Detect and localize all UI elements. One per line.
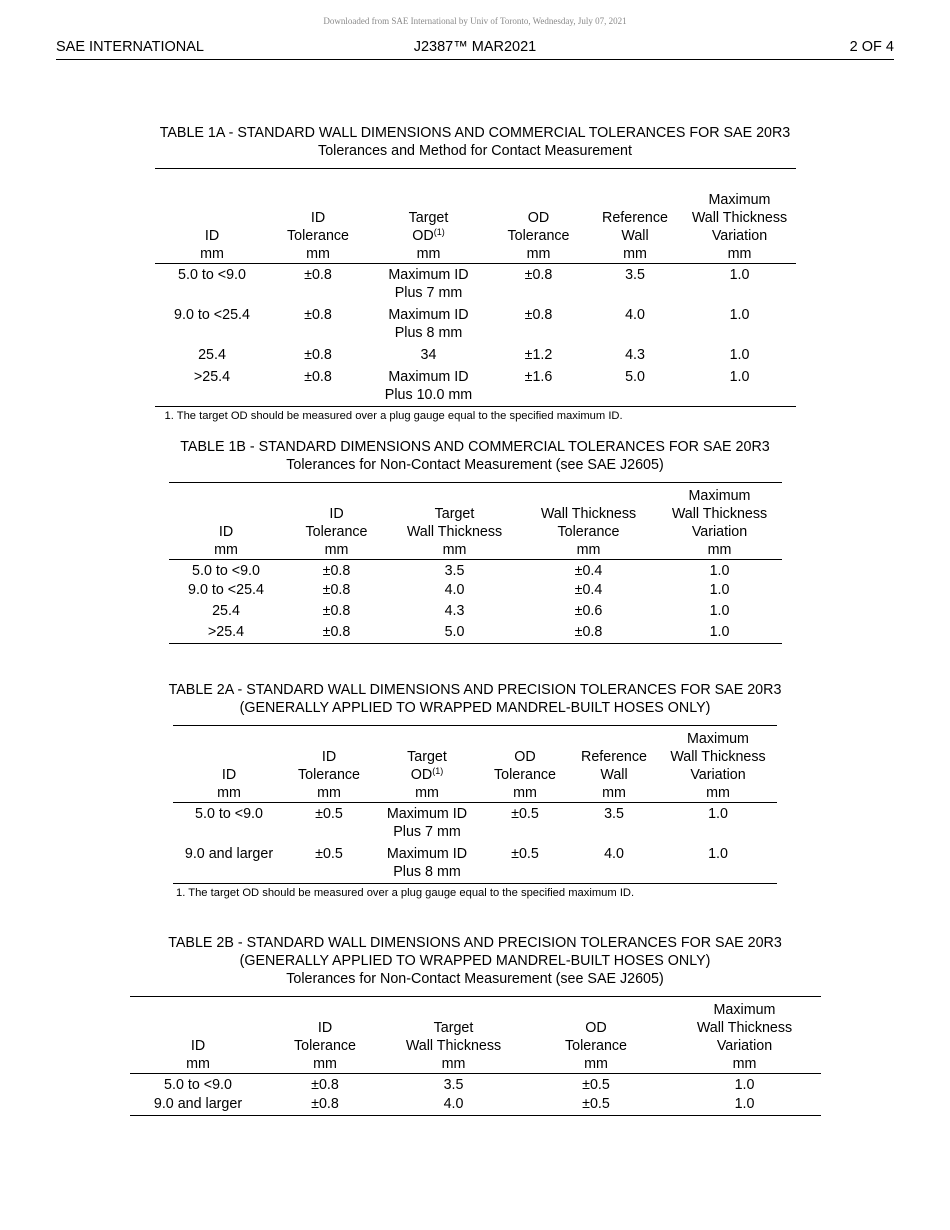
table-1b-subtitle: Tolerances for Non-Contact Measurement (see SAE J2605) <box>286 457 664 473</box>
column-header: ID Tolerance mm <box>305 506 368 558</box>
table-2a-block <box>0 681 950 899</box>
table-2b-block <box>0 934 950 1116</box>
table-2b-subtitle-2: Tolerances for Non-Contact Measurement (see SAE J2605) <box>286 971 664 987</box>
footnote-mark: (1) <box>432 766 444 776</box>
table-row: 25.4 ±0.8 34 ±1.2 4.3 1.0 <box>198 347 750 363</box>
column-header: Target OD$^{(1)}$ mm <box>407 749 447 801</box>
column-header: OD Tolerance mm <box>494 749 556 801</box>
table-1a-note: 1. The target OD should be measured over a plug gauge equal to the specified maximum ID. <box>164 410 623 422</box>
table-row: 5.0 to <9.0 ±0.8 Maximum ID Plus 7 mm ±0.8 3.5 1.0 <box>178 267 750 301</box>
column-header: Target Wall Thickness mm <box>406 506 503 558</box>
table-row: 25.4 ±0.8 4.3 ±0.6 1.0 <box>212 602 730 619</box>
column-header: Target OD$^{(1)}$ mm <box>408 210 449 262</box>
column-header: OD Tolerance mm <box>507 210 570 262</box>
table-2b <box>130 996 821 1116</box>
column-header: ID Tolerance mm <box>287 210 349 262</box>
table-1a-subtitle: Tolerances and Method for Contact Measurement <box>318 143 632 159</box>
column-header: ID mm <box>186 1038 210 1072</box>
table-row: 5.0 to <9.0 ±0.8 3.5 ±0.5 1.0 <box>164 1077 755 1093</box>
table-1a-block <box>0 124 950 422</box>
table-row: 9.0 and larger ±0.8 4.0 ±0.5 1.0 <box>153 1095 755 1112</box>
table-row: 5.0 to <9.0 ±0.5 Maximum ID Plus 7 mm ±0.5 3.5 1.0 <box>195 806 728 840</box>
column-header: Maximum Wall Thickness Variation mm <box>671 488 768 558</box>
table-1b <box>169 482 782 644</box>
table-row: 9.0 to <25.4 ±0.8 4.0 ±0.4 1.0 <box>188 581 730 598</box>
footnote-mark: (1) <box>433 227 445 237</box>
table-1b-title: TABLE 1B - STANDARD DIMENSIONS AND COMMERCIAL TOLERANCES FOR SAE 20R3 <box>180 439 770 455</box>
table-2a-subtitle: (GENERALLY APPLIED TO WRAPPED MANDREL-BUILT HOSES ONLY) <box>239 700 711 716</box>
table-row: 9.0 to <25.4 ±0.8 Maximum ID Plus 8 mm ±0.8 4.0 1.0 <box>174 307 750 341</box>
column-header: Maximum Wall Thickness Variation mm <box>670 731 766 801</box>
table-2b-header <box>130 997 821 1074</box>
column-header: Reference Wall mm <box>581 749 647 801</box>
table-row: >25.4 ±0.8 Maximum ID Plus 10.0 mm ±1.6 5.0 1.0 <box>193 369 750 403</box>
table-2b-title: TABLE 2B - STANDARD WALL DIMENSIONS AND PRECISION TOLERANCES FOR SAE 20R3 <box>168 935 782 951</box>
column-header: ID mm <box>214 524 238 558</box>
column-header: Maximum Wall Thickness Variation mm <box>696 1002 793 1072</box>
column-header: Reference Wall mm <box>602 210 668 262</box>
page-number: 2 OF 4 <box>849 39 894 55</box>
table-1a-title: TABLE 1A - STANDARD WALL DIMENSIONS AND COMMERCIAL TOLERANCES FOR SAE 20R3 <box>159 125 791 141</box>
download-watermark: Downloaded from SAE International by Univ of Toronto, Wednesday, July 07, 2021 <box>323 16 627 26</box>
column-header: ID Tolerance mm <box>298 749 360 801</box>
column-header: Target Wall Thickness mm <box>405 1020 502 1072</box>
table-row: >25.4 ±0.8 5.0 ±0.8 1.0 <box>207 623 730 640</box>
table-1a-header <box>155 169 796 264</box>
column-header: Maximum Wall Thickness Variation mm <box>691 192 788 262</box>
table-2a-header <box>173 726 777 803</box>
page-header <box>56 38 894 60</box>
table-1b-header <box>169 483 782 560</box>
table-1b-block <box>0 438 950 644</box>
document-id: J2387™ MAR2021 <box>413 39 537 55</box>
column-header: Wall Thickness Tolerance mm <box>540 506 637 558</box>
column-header: OD Tolerance mm <box>565 1020 627 1072</box>
table-2b-subtitle: (GENERALLY APPLIED TO WRAPPED MANDREL-BUILT HOSES ONLY) <box>239 953 711 969</box>
column-header: ID Tolerance mm <box>294 1020 356 1072</box>
publisher-name: SAE INTERNATIONAL <box>56 39 204 55</box>
column-header: ID mm <box>200 228 224 262</box>
column-header: ID mm <box>217 767 241 801</box>
table-row: 9.0 and larger ±0.5 Maximum ID Plus 8 mm ±0.5 4.0 1.0 <box>184 846 728 880</box>
table-2a <box>173 725 777 884</box>
table-1a <box>155 168 796 407</box>
table-2a-title: TABLE 2A - STANDARD WALL DIMENSIONS AND PRECISION TOLERANCES FOR SAE 20R3 <box>168 682 782 698</box>
table-2a-note: 1. The target OD should be measured over a plug gauge equal to the specified maximum ID. <box>176 887 635 899</box>
table-row: 5.0 to <9.0 ±0.8 3.5 ±0.4 1.0 <box>192 563 730 579</box>
